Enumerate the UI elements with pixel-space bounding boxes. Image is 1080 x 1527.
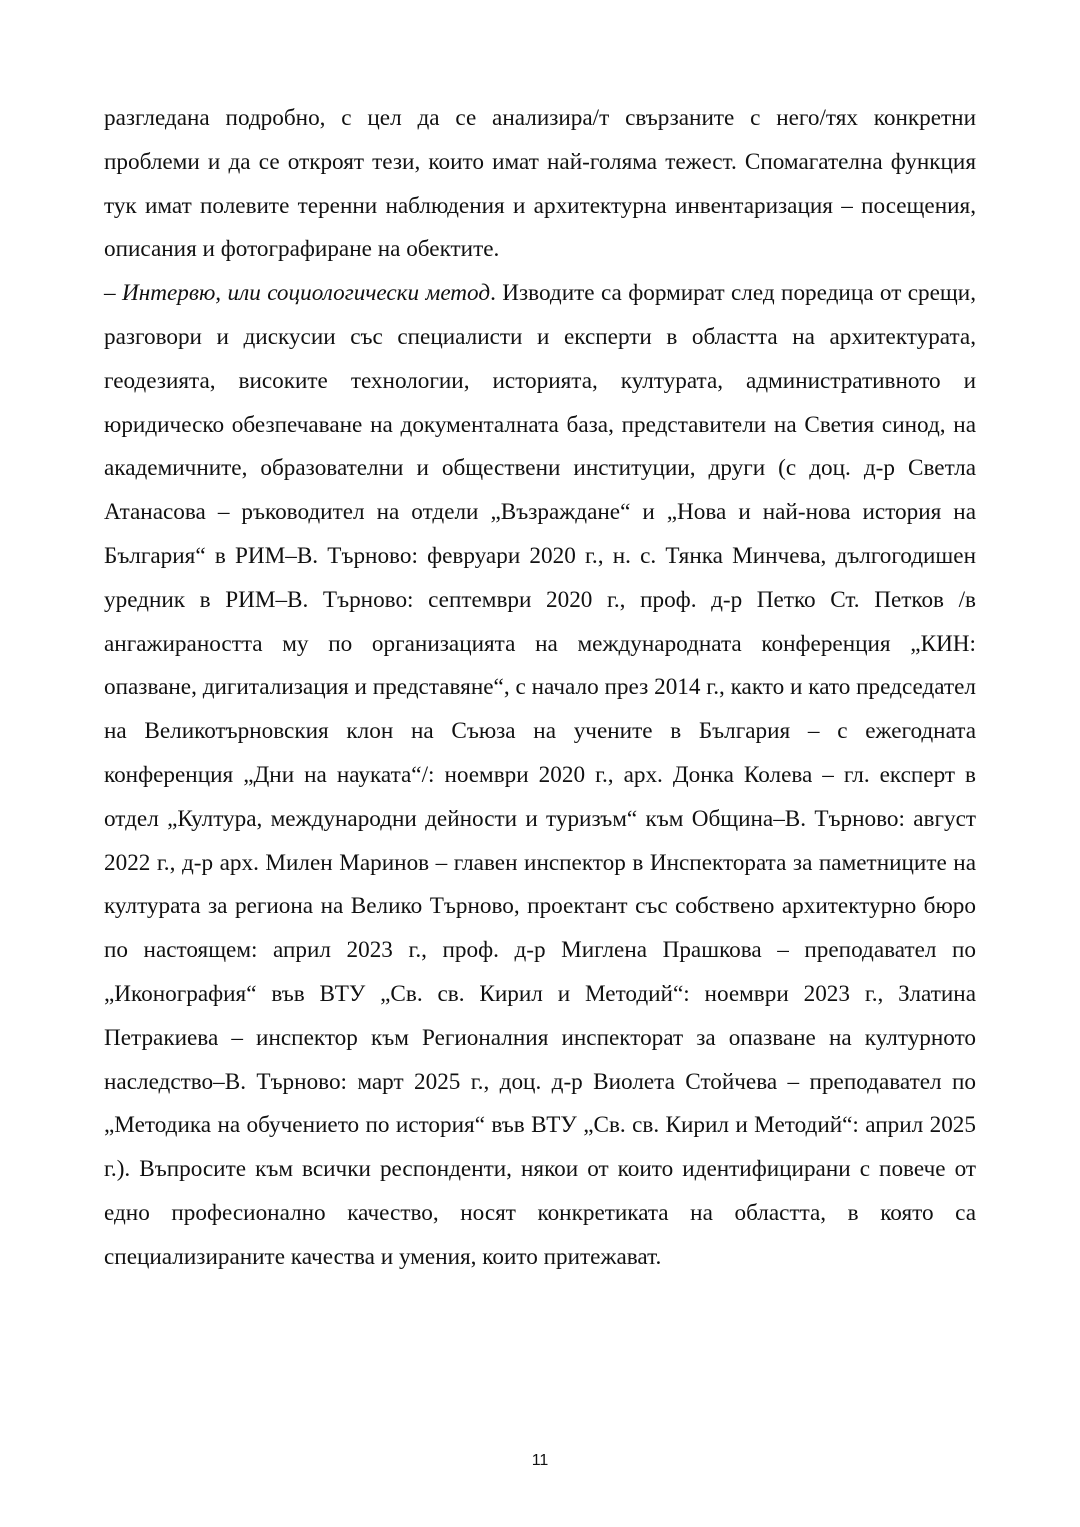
method-title: Интервю, или социологически метод	[122, 280, 491, 307]
paragraph-field-observation: разгледана подробно, с цел да се анализира/т свързаните с него/тях конкретни проблеми и да се откроят тези, които имат най-голяма тежест. Спомагателна функция тук имат полевите теренни наблюдения и архитектурна инвентаризация – посещения, описания и фотографиране на обектите.	[104, 105, 976, 263]
paragraph-interview-method	[104, 272, 976, 1279]
method-dash: –	[104, 280, 122, 307]
method-description: . Изводите са формират след поредица от срещи, разговори и дискусии със специалисти и експерти в областта на архитектурата, геодезията, високите технологии, историята, културата, административното и юридическо обезпечаване на документалната база, представители на Светия синод, на академичните, образователни и обществени институции, други (с доц. д-р Светла Атанасова – ръководител на отдели „Възраждане“ и „Нова и най-нова история на България“ в РИМ–В. Търново: февруари 2020 г., н. с. Тянка Минчева, дългогодишен уредник в РИМ–В. Търново: септември 2020 г., проф. д-р Петко Ст. Петков /в ангажираността му по организацията на международната конференция „КИН: опазване, дигитализация и представяне“, с начало през 2014 г., както и като председател на Великотърновския клон на Съюза на учените в България – с ежегодната конференция „Дни на науката“/: ноември 2020 г., арх. Донка Колева – гл. експерт в отдел „Култура, международни дейности и туризъм“ към Община–В. Търново: август 2022 г., д-р арх. Милен Маринов – главен инспектор в Инспектората за паметниците на културата за региона на Велико Търново, проектант със собствено архитектурно бюро по настоящем: април 2023 г., проф. д-р Миглена Прашкова – преподавател по „Иконография“ във ВТУ „Св. св. Кирил и Методий“: ноември 2023 г., Златина Петракиева – инспектор към Регионалния инспекторат за опазване на културното наследство–В. Търново: март 2025 г., доц. д-р Виолета Стойчева – преподавател по „Методика на обучението по история“ във ВТУ „Св. св. Кирил и Методий“: април 2025 г.). Въпросите към всички респонденти, някои от които идентифицирани с повече от едно професионално качество, носят конкретиката на областта, в която са специализираните качества и умения, които притежават.	[104, 280, 976, 1270]
body-text	[104, 97, 976, 1280]
page-number: 11	[531, 1452, 549, 1469]
